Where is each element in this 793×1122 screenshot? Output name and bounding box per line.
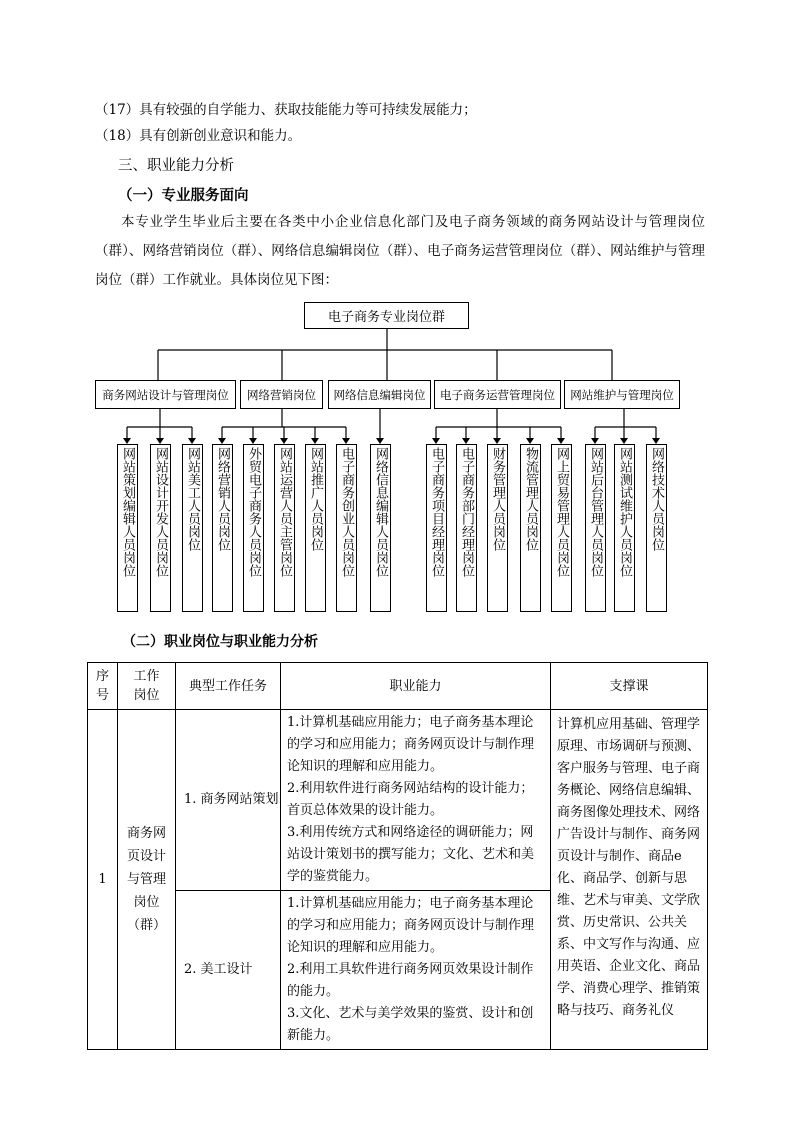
ability-item: 1.计算机基础应用能力；电子商务基本理论的学习和应用能力；商务网页设计与制作理论知识的理解和应用能力。 xyxy=(287,896,535,955)
ability-item: 2.利用工具软件进行商务网页效果设计制作的能力。 xyxy=(287,962,534,999)
job-box: 网站美工人员岗位 xyxy=(182,444,203,612)
cell-course: 计算机应用基础、管理学原理、市场调研与预测、客户服务与管理、电子商务概论、网络信息编辑、商务图像处理技术、网络广告设计与制作、商务网页设计与制作、商品e化、商品学、创新与思维、艺术与审美、文学欣赏、历史常识、公共关系、中文写作与沟通、应用英语、企业文化、商品学、消费心理学、推销策略与技巧、商务礼仪 xyxy=(551,710,708,1050)
job-box: 电子商务创业人员岗位 xyxy=(336,444,357,612)
section-title: 三、职业能力分析 xyxy=(118,158,234,174)
group-network-marketing: 网络营销岗位 xyxy=(240,380,323,409)
job-box: 网站策划编辑人员岗位 xyxy=(117,444,138,612)
table-row xyxy=(88,710,708,891)
job-box: 网站后台管理人员岗位 xyxy=(585,444,606,612)
cell-ability-2 xyxy=(281,891,551,1050)
subsection-1-title: （一）专业服务面向 xyxy=(118,188,249,204)
body-paragraph: 本专业学生毕业后主要在各类中小企业信息化部门及电子商务领域的商务网站设计与管理岗位（群）、网络营销岗位（群）、网络信息编辑岗位（群）、电子商务运营管理岗位（群）、网站维护与管理岗位（群）工作就业。具体岗位见下图： xyxy=(95,214,705,288)
group-website-design: 商务网站设计与管理岗位 xyxy=(95,380,236,409)
org-root-box: 电子商务专业岗位群 xyxy=(304,302,469,329)
header-ability: 职业能力 xyxy=(281,663,551,710)
header-course: 支撑课 xyxy=(551,663,708,710)
job-box: 网站设计开发人员岗位 xyxy=(150,444,171,612)
ability-table xyxy=(87,662,708,1050)
ability-item: 3.利用传统方式和网络途径的调研能力；网站设计策划书的撰写能力；文化、艺术和美学的鉴赏能力。 xyxy=(287,825,535,884)
cell-task-2: 2. 美工设计 xyxy=(176,891,281,1050)
cell-ability-1 xyxy=(281,710,551,891)
job-box: 物流管理人员岗位 xyxy=(520,444,541,612)
job-box: 网络信息编辑人员岗位 xyxy=(370,444,391,612)
job-box: 网站运营人员主管岗位 xyxy=(274,444,295,612)
subsection-2-title: （二）职业岗位与职业能力分析 xyxy=(122,634,318,650)
job-box: 网站推广人员岗位 xyxy=(305,444,326,612)
ability-item: 1.计算机基础应用能力；电子商务基本理论的学习和应用能力；商务网页设计与制作理论知识的理解和应用能力。 xyxy=(287,715,535,774)
group-info-editing: 网络信息编辑岗位 xyxy=(328,380,431,409)
job-box: 财务管理人员岗位 xyxy=(487,444,508,612)
table-header-row xyxy=(88,663,708,710)
cell-seq: 1 xyxy=(88,710,118,1050)
job-box: 网络技术人员岗位 xyxy=(646,444,667,612)
job-box: 网络营销人员岗位 xyxy=(212,444,233,612)
group-ecommerce-operations: 电子商务运营管理岗位 xyxy=(434,380,561,409)
job-box: 电子商务部门经理岗位 xyxy=(456,444,477,612)
header-task: 典型工作任务 xyxy=(176,663,281,710)
intro-line-17: （17）具有较强的自学能力、获取技能能力等可持续发展能力； xyxy=(95,102,477,118)
job-box: 电子商务项目经理岗位 xyxy=(426,444,447,612)
header-seq: 序号 xyxy=(88,663,118,710)
cell-post: 商务网页设计与管理岗位（群） xyxy=(118,710,176,1050)
intro-line-18: （18）具有创新创业意识和能力。 xyxy=(95,128,302,144)
group-website-maintenance: 网站维护与管理岗位 xyxy=(564,380,680,409)
job-box: 外贸电子商务人员岗位 xyxy=(243,444,264,612)
header-post: 工作岗位 xyxy=(118,663,176,710)
cell-task-1: 1. 商务网站策划 xyxy=(176,710,281,891)
ability-item: 2.利用软件进行商务网站结构的设计能力；首页总体效果的设计能力。 xyxy=(287,781,534,818)
job-box: 网站测试维护人员岗位 xyxy=(614,444,635,612)
job-box: 网上贸易管理人员岗位 xyxy=(551,444,572,612)
ability-item: 3.文化、艺术与美学效果的鉴赏、设计和创新能力。 xyxy=(287,1006,534,1043)
